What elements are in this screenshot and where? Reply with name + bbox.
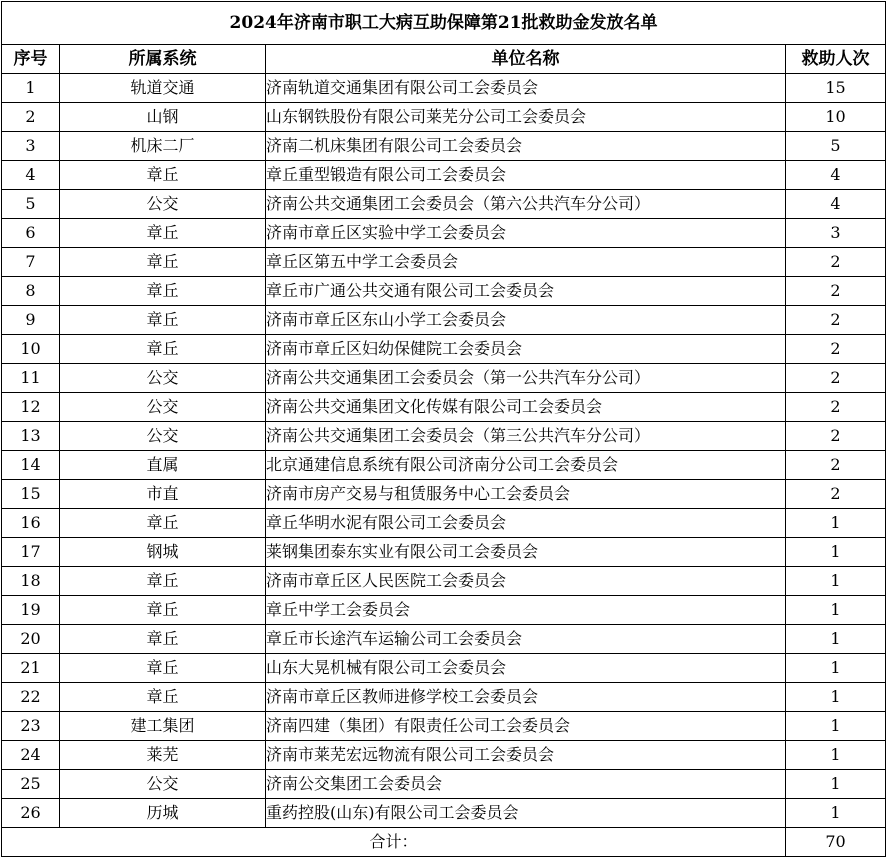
row-system: 公交 [60,364,266,393]
row-unit-name: 莱钢集团泰东实业有限公司工会委员会 [266,538,786,567]
header-row [2,45,886,74]
row-unit-name: 济南市章丘区实验中学工会委员会 [266,219,786,248]
row-number: 13 [2,422,60,451]
header-count: 救助人次 [786,45,886,74]
row-number: 6 [2,219,60,248]
table-row [2,306,886,335]
row-number: 16 [2,509,60,538]
row-system: 公交 [60,190,266,219]
row-number: 21 [2,654,60,683]
row-unit-name: 济南公共交通集团文化传媒有限公司工会委员会 [266,393,786,422]
table-row [2,538,886,567]
row-system: 章丘 [60,277,266,306]
row-number: 19 [2,596,60,625]
row-unit-name: 济南公共交通集团工会委员会（第三公共汽车分公司） [266,422,786,451]
table-row [2,625,886,654]
row-unit-name: 山东钢铁股份有限公司莱芜分公司工会委员会 [266,103,786,132]
row-unit-name: 山东大晃机械有限公司工会委员会 [266,654,786,683]
table-row [2,596,886,625]
row-unit-name: 济南市房产交易与租赁服务中心工会委员会 [266,480,786,509]
row-unit-name: 章丘重型锻造有限公司工会委员会 [266,161,786,190]
row-unit-name: 济南市章丘区妇幼保健院工会委员会 [266,335,786,364]
row-number: 24 [2,741,60,770]
row-system: 章丘 [60,654,266,683]
row-number: 20 [2,625,60,654]
row-system: 轨道交通 [60,74,266,103]
row-system: 市直 [60,480,266,509]
row-unit-name: 济南公交集团工会委员会 [266,770,786,799]
row-count: 2 [786,248,886,277]
table-row [2,277,886,306]
row-number: 4 [2,161,60,190]
header-unit: 单位名称 [266,45,786,74]
row-count: 2 [786,277,886,306]
row-count: 2 [786,480,886,509]
total-row [2,828,886,857]
row-system: 莱芜 [60,741,266,770]
table-row [2,74,886,103]
row-system: 章丘 [60,248,266,277]
row-unit-name: 济南公共交通集团工会委员会（第一公共汽车分公司） [266,364,786,393]
row-count: 2 [786,451,886,480]
row-count: 1 [786,770,886,799]
row-number: 2 [2,103,60,132]
row-number: 15 [2,480,60,509]
table-row [2,741,886,770]
row-system: 公交 [60,393,266,422]
row-system: 公交 [60,422,266,451]
row-count: 1 [786,654,886,683]
table-row [2,567,886,596]
row-number: 22 [2,683,60,712]
row-system: 机床二厂 [60,132,266,161]
row-system: 直属 [60,451,266,480]
row-unit-name: 济南二机床集团有限公司工会委员会 [266,132,786,161]
table-row [2,654,886,683]
table-row [2,480,886,509]
row-count: 10 [786,103,886,132]
row-count: 5 [786,132,886,161]
row-number: 5 [2,190,60,219]
row-number: 26 [2,799,60,828]
row-system: 章丘 [60,625,266,654]
table-row [2,190,886,219]
table-row [2,219,886,248]
total-count: 70 [786,828,886,857]
row-unit-name: 北京通建信息系统有限公司济南分公司工会委员会 [266,451,786,480]
row-unit-name: 济南市章丘区教师进修学校工会委员会 [266,683,786,712]
total-label: 合计： [2,828,786,857]
row-number: 8 [2,277,60,306]
row-number: 1 [2,74,60,103]
row-unit-name: 章丘市长途汽车运输公司工会委员会 [266,625,786,654]
table-row [2,799,886,828]
row-unit-name: 济南市章丘区东山小学工会委员会 [266,306,786,335]
table-row [2,712,886,741]
table-row [2,770,886,799]
row-number: 11 [2,364,60,393]
table-row [2,422,886,451]
row-count: 2 [786,393,886,422]
row-number: 10 [2,335,60,364]
row-count: 1 [786,683,886,712]
row-count: 2 [786,335,886,364]
row-unit-name: 章丘区第五中学工会委员会 [266,248,786,277]
row-system: 山钢 [60,103,266,132]
row-system: 章丘 [60,596,266,625]
row-unit-name: 济南轨道交通集团有限公司工会委员会 [266,74,786,103]
row-unit-name: 章丘市广通公共交通有限公司工会委员会 [266,277,786,306]
row-count: 1 [786,596,886,625]
table-row [2,683,886,712]
row-number: 14 [2,451,60,480]
title-row [2,2,886,45]
row-system: 章丘 [60,335,266,364]
table-row [2,335,886,364]
row-count: 2 [786,306,886,335]
row-system: 章丘 [60,219,266,248]
row-unit-name: 章丘中学工会委员会 [266,596,786,625]
row-count: 2 [786,364,886,393]
row-number: 3 [2,132,60,161]
row-unit-name: 重药控股(山东)有限公司工会委员会 [266,799,786,828]
row-number: 23 [2,712,60,741]
table-row [2,451,886,480]
row-count: 1 [786,567,886,596]
row-count: 4 [786,190,886,219]
table-row [2,248,886,277]
row-unit-name: 济南公共交通集团工会委员会（第六公共汽车分公司） [266,190,786,219]
row-system: 章丘 [60,161,266,190]
table-row [2,393,886,422]
row-unit-name: 济南市莱芜宏远物流有限公司工会委员会 [266,741,786,770]
row-number: 12 [2,393,60,422]
row-system: 章丘 [60,509,266,538]
row-count: 1 [786,509,886,538]
row-number: 9 [2,306,60,335]
row-system: 建工集团 [60,712,266,741]
row-number: 25 [2,770,60,799]
row-count: 1 [786,712,886,741]
header-no: 序号 [2,45,60,74]
table-row [2,509,886,538]
row-count: 2 [786,422,886,451]
row-number: 17 [2,538,60,567]
row-count: 1 [786,625,886,654]
row-count: 1 [786,741,886,770]
row-unit-name: 济南市章丘区人民医院工会委员会 [266,567,786,596]
table-row [2,161,886,190]
relief-list-table [1,1,886,857]
header-system: 所属系统 [60,45,266,74]
row-count: 1 [786,538,886,567]
row-system: 历城 [60,799,266,828]
row-system: 公交 [60,770,266,799]
row-count: 15 [786,74,886,103]
table-row [2,103,886,132]
row-count: 1 [786,799,886,828]
row-count: 4 [786,161,886,190]
row-system: 钢城 [60,538,266,567]
row-number: 7 [2,248,60,277]
table-title: 2024年济南市职工大病互助保障第21批救助金发放名单 [2,2,886,45]
row-system: 章丘 [60,306,266,335]
row-number: 18 [2,567,60,596]
row-system: 章丘 [60,683,266,712]
row-unit-name: 济南四建（集团）有限责任公司工会委员会 [266,712,786,741]
table-row [2,132,886,161]
row-count: 3 [786,219,886,248]
row-unit-name: 章丘华明水泥有限公司工会委员会 [266,509,786,538]
table-row [2,364,886,393]
row-system: 章丘 [60,567,266,596]
